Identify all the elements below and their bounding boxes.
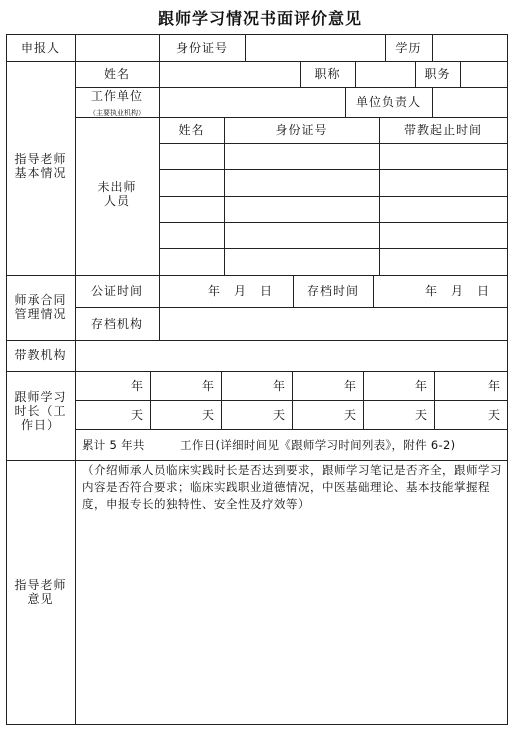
- notary-time-label: 公证时间: [90, 284, 143, 298]
- day-unit-6: 天: [488, 408, 502, 422]
- day-unit-2: 天: [202, 408, 216, 422]
- apprentices-label: 未出师 人员: [97, 180, 137, 208]
- duration-summary: 累计 5 年共 工作日(详细时间见《跟师学习时间列表》，附件 6-2): [82, 438, 456, 452]
- workplace-label: 工作单位: [90, 89, 143, 103]
- archive-time-label: 存档时间: [306, 284, 359, 298]
- duration-section-label: 跟师学习 时长（工 作日）: [14, 390, 67, 432]
- contract-section-label: 师承合同 管理情况: [14, 293, 67, 321]
- year-unit-3: 年: [273, 379, 287, 393]
- id-number-label: 身份证号: [175, 41, 228, 55]
- notary-date: 年 月 日: [208, 284, 274, 298]
- apprentice-col-name: 姓名: [178, 123, 205, 137]
- form-title: 跟师学习情况书面评价意见: [157, 9, 362, 28]
- applicant-label: 申报人: [20, 41, 60, 55]
- year-unit-1: 年: [131, 379, 145, 393]
- archive-org-label: 存档机构: [90, 317, 143, 331]
- mentor-title-label: 职称: [314, 67, 341, 81]
- day-unit-4: 天: [344, 408, 358, 422]
- day-unit-5: 天: [415, 408, 429, 422]
- archive-date: 年 月 日: [425, 284, 491, 298]
- teaching-org-label: 带教机构: [14, 348, 67, 362]
- apprentice-col-id: 身份证号: [275, 123, 328, 137]
- year-unit-5: 年: [415, 379, 429, 393]
- education-label: 学历: [395, 41, 422, 55]
- mentor-position-label: 职务: [424, 67, 451, 81]
- year-unit-2: 年: [202, 379, 216, 393]
- opinion-section-label: 指导老师 意见: [14, 578, 67, 606]
- unit-head-label: 单位负责人: [355, 95, 421, 109]
- year-unit-4: 年: [344, 379, 358, 393]
- day-unit-3: 天: [273, 408, 287, 422]
- workplace-note: （主要执业机构）: [89, 109, 145, 117]
- mentor-name-label: 姓名: [103, 67, 130, 81]
- year-unit-6: 年: [488, 379, 502, 393]
- apprentice-col-period: 带教起止时间: [403, 123, 482, 137]
- opinion-instruction: （介绍师承人员临床实践时长是否达到要求，跟师学习笔记是否齐全，跟师学习内容是否符合要求；临床实践职业道德情况，中医基础理论、基本技能掌握程度，申报专长的独特性、安全性及疗效等）: [82, 463, 502, 511]
- mentor-section-label: 指导老师 基本情况: [14, 152, 67, 180]
- day-unit-1: 天: [131, 408, 145, 422]
